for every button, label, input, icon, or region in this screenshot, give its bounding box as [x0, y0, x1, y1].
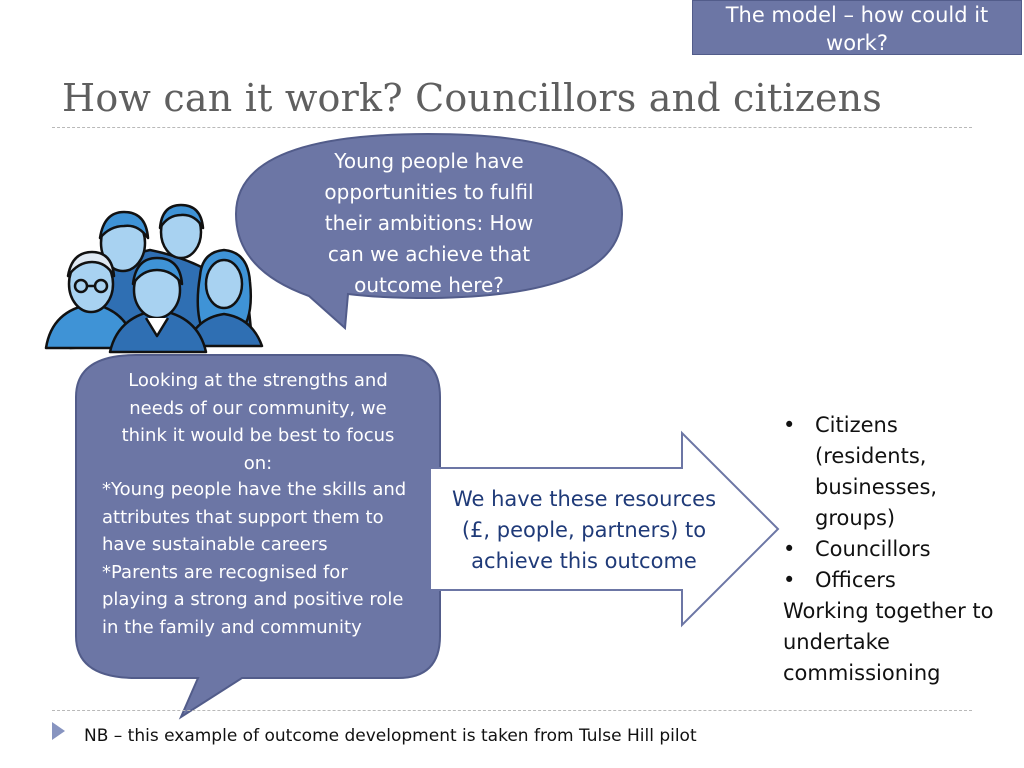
resources-line: We have these resources [451, 487, 717, 511]
focus-box-list [102, 476, 422, 641]
speech-bubble-line: can we achieve that [327, 242, 531, 266]
focus-list-line: have sustainable careers [102, 534, 328, 555]
focus-list-line: *Young people have the skills and [102, 479, 407, 500]
focus-intro-line: Looking at the strengths and [128, 370, 388, 391]
participant-item-citizens [783, 410, 1018, 534]
speech-bubble-text [300, 146, 558, 301]
speech-bubble-line: Young people have [334, 149, 524, 173]
participant-line: Citizens [815, 413, 898, 437]
participants-summary [783, 596, 1018, 689]
participant-line: Councillors [815, 537, 931, 561]
participant-line: businesses, [815, 475, 938, 499]
bullet-icon: • [783, 568, 796, 592]
focus-list-line: attributes that support them to [102, 506, 384, 528]
section-tab-line-1: The model – how could it [725, 3, 989, 27]
participants-list [783, 410, 1018, 689]
bullet-icon: • [783, 537, 796, 561]
speech-bubble-line: their ambitions: How [324, 211, 534, 235]
footer-divider [52, 710, 972, 711]
section-tab-line-2: work? [826, 31, 888, 55]
resources-line: (£, people, partners) to [461, 518, 707, 542]
participant-line: (residents, [815, 444, 927, 468]
people-group-illustration [46, 205, 262, 352]
footnote-text: NB – this example of outcome development is taken from Tulse Hill pilot [84, 726, 697, 746]
focus-list-line: in the family and community [102, 616, 362, 638]
triangle-right-icon [52, 722, 65, 740]
speech-bubble-line: opportunities to fulfil [324, 180, 534, 204]
summary-line: commissioning [783, 661, 941, 685]
participant-line: groups) [815, 506, 896, 530]
participant-line: Officers [815, 568, 896, 592]
focus-intro-line: needs of our community, we [129, 397, 387, 419]
resources-arrow-text [444, 484, 724, 577]
summary-line: undertake [783, 630, 890, 654]
summary-line: Working together to [783, 599, 994, 623]
resources-line: achieve this outcome [471, 549, 697, 573]
focus-list-line: playing a strong and positive role [102, 589, 404, 610]
speech-bubble-line: outcome here? [354, 273, 504, 297]
participant-item-officers [783, 565, 1018, 596]
focus-box-intro [100, 367, 416, 477]
focus-intro-line: on: [243, 452, 273, 474]
participant-item-councillors [783, 534, 1018, 565]
focus-list-line: *Parents are recognised for [102, 561, 348, 583]
focus-intro-line: think it would be best to focus [121, 425, 395, 446]
slide-title: How can it work? Councillors and citizens [62, 76, 883, 120]
bullet-icon: • [783, 413, 796, 437]
